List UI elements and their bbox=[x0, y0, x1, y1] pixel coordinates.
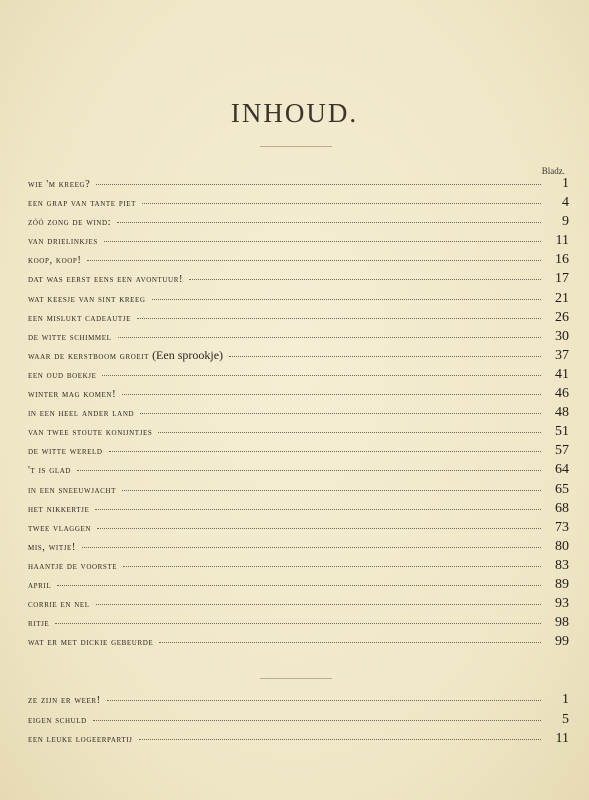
toc-entry-title: waar de kerstboom groeit (Een sprookje) bbox=[28, 347, 224, 362]
toc-entry-page-number: 64 bbox=[555, 462, 569, 478]
toc-entry-title: een oud boekje bbox=[28, 369, 97, 381]
toc-entry-title: een grap van tante piet bbox=[28, 198, 136, 210]
toc-entry-title: haantje de voorste bbox=[28, 560, 118, 572]
title-divider bbox=[260, 146, 332, 147]
toc-entry-page-number: 9 bbox=[562, 214, 569, 230]
toc-entry-title: wie 'm kreeg? bbox=[28, 179, 91, 190]
toc-entry bbox=[28, 195, 569, 214]
toc-entry-page-number: 57 bbox=[555, 443, 569, 459]
toc-entry-title: eigen schuld bbox=[28, 714, 87, 726]
toc-entry-title: 't is glad bbox=[28, 465, 72, 477]
toc-entry bbox=[28, 252, 569, 271]
toc-entry-page-number: 65 bbox=[555, 481, 569, 497]
dot-leader bbox=[158, 431, 541, 433]
toc-entry-page-number: 99 bbox=[555, 634, 569, 650]
toc-entry-page-number: 93 bbox=[555, 596, 569, 612]
toc-entry-page-number: 51 bbox=[555, 424, 569, 440]
toc-entry bbox=[28, 692, 569, 712]
toc-entry bbox=[28, 634, 569, 653]
dot-leader bbox=[87, 259, 541, 261]
toc-entry bbox=[28, 731, 569, 751]
toc-entry-title: de witte schimmel bbox=[28, 331, 112, 343]
toc-entry-title: ze zijn er weer! bbox=[28, 695, 101, 706]
dot-leader bbox=[123, 565, 541, 567]
toc-entry bbox=[28, 386, 569, 405]
dot-leader bbox=[229, 355, 541, 357]
toc-entry bbox=[28, 291, 569, 310]
dot-leader bbox=[95, 508, 541, 510]
toc-entry-page-number: 17 bbox=[555, 271, 569, 287]
toc-entry-title: de witte wereld bbox=[28, 446, 103, 458]
toc-entry-title: koop, koop! bbox=[28, 255, 82, 267]
dot-leader bbox=[55, 622, 541, 624]
toc-entry bbox=[28, 520, 569, 539]
toc-entry-page-number: 4 bbox=[562, 195, 569, 211]
dot-leader bbox=[107, 699, 541, 701]
toc-entry bbox=[28, 214, 569, 233]
toc-entry-title: winter mag komen! bbox=[28, 389, 117, 401]
toc-entry-title: zóó zong de wind: bbox=[28, 217, 112, 229]
dot-leader bbox=[104, 240, 541, 242]
toc-entry-page-number: 83 bbox=[555, 557, 569, 573]
toc-entry bbox=[28, 233, 569, 252]
toc-entry bbox=[28, 615, 569, 634]
page-title: INHOUD. bbox=[230, 98, 359, 128]
toc-entry-page-number: 98 bbox=[555, 615, 569, 631]
dot-leader bbox=[82, 546, 541, 548]
toc-entry bbox=[28, 558, 569, 577]
toc-entry-page-number: 21 bbox=[555, 290, 569, 306]
toc-entry-title: een mislukt cadeautje bbox=[28, 312, 132, 324]
toc-entry bbox=[28, 482, 569, 501]
toc-entry bbox=[28, 367, 569, 386]
toc-entry bbox=[28, 462, 569, 481]
dot-leader bbox=[96, 183, 541, 185]
toc-entry-page-number: 48 bbox=[555, 405, 569, 421]
toc-entry-page-number: 41 bbox=[555, 366, 569, 382]
toc-entry-title: wat er met dickie gebeurde bbox=[28, 637, 154, 649]
dot-leader bbox=[109, 450, 541, 452]
dot-leader bbox=[118, 336, 542, 338]
table-of-contents bbox=[28, 176, 569, 653]
dot-leader bbox=[93, 719, 541, 721]
dot-leader bbox=[117, 221, 541, 223]
dot-leader bbox=[159, 641, 541, 643]
toc-entry bbox=[28, 310, 569, 329]
toc-entry bbox=[28, 539, 569, 558]
dot-leader bbox=[77, 469, 541, 471]
dot-leader bbox=[139, 738, 542, 740]
dot-leader bbox=[122, 489, 541, 491]
toc-entry-page-number: 1 bbox=[562, 692, 569, 707]
toc-entry bbox=[28, 348, 569, 367]
toc-entry bbox=[28, 501, 569, 520]
toc-entry bbox=[28, 405, 569, 424]
dot-leader bbox=[57, 584, 541, 586]
toc-entry bbox=[28, 596, 569, 615]
dot-leader bbox=[137, 317, 541, 319]
toc-entry-page-number: 46 bbox=[555, 386, 569, 402]
toc-entry bbox=[28, 424, 569, 443]
toc-entry-title: april bbox=[28, 579, 52, 591]
toc-entry bbox=[28, 176, 569, 195]
toc-entry bbox=[28, 329, 569, 348]
toc-entry bbox=[28, 577, 569, 596]
toc-entry-page-number: 11 bbox=[555, 731, 569, 746]
toc-entry bbox=[28, 443, 569, 462]
toc-entry-page-number: 89 bbox=[555, 576, 569, 592]
toc-entry-title: het nikkertje bbox=[28, 503, 90, 515]
dot-leader bbox=[122, 393, 541, 395]
toc-entry-title: in een heel ander land bbox=[28, 408, 135, 420]
toc-entry-title: ritje bbox=[28, 618, 50, 630]
dot-leader bbox=[97, 527, 541, 529]
toc-entry bbox=[28, 712, 569, 732]
table-of-contents-appendix bbox=[28, 692, 569, 751]
page-column-header: Bladz. bbox=[541, 166, 565, 176]
section-divider bbox=[260, 678, 332, 679]
toc-entry-page-number: 16 bbox=[555, 252, 569, 268]
toc-entry-title: corrie en nel bbox=[28, 599, 90, 611]
toc-entry-title: van twee stoute konijntjes bbox=[28, 427, 153, 439]
toc-entry bbox=[28, 271, 569, 290]
dot-leader bbox=[96, 603, 541, 605]
toc-entry-page-number: 68 bbox=[555, 500, 569, 516]
toc-entry-title: dat was eerst eens een avontuur! bbox=[28, 274, 184, 286]
toc-entry-title: wat keesje van sint kreeg bbox=[28, 293, 146, 305]
dot-leader bbox=[142, 202, 541, 204]
toc-entry-page-number: 5 bbox=[562, 711, 569, 727]
toc-entry-page-number: 73 bbox=[555, 519, 569, 535]
toc-entry-title: mis, witje! bbox=[28, 541, 77, 553]
toc-entry-page-number: 26 bbox=[555, 309, 569, 325]
dot-leader bbox=[152, 298, 541, 300]
toc-entry-page-number: 80 bbox=[555, 538, 569, 554]
dot-leader bbox=[189, 278, 541, 280]
toc-entry-title: in een sneeuwjacht bbox=[28, 484, 116, 496]
toc-entry-page-number: 11 bbox=[555, 233, 569, 249]
toc-entry-page-number: 37 bbox=[555, 347, 569, 363]
dot-leader bbox=[140, 412, 541, 414]
dot-leader bbox=[102, 374, 541, 376]
toc-entry-page-number: 1 bbox=[562, 176, 569, 191]
toc-entry-title: een leuke logeerpartij bbox=[28, 734, 133, 745]
toc-entry-title: twee vlaggen bbox=[28, 522, 92, 534]
toc-entry-page-number: 30 bbox=[555, 328, 569, 344]
toc-entry-title: van drielinkjes bbox=[28, 236, 98, 248]
